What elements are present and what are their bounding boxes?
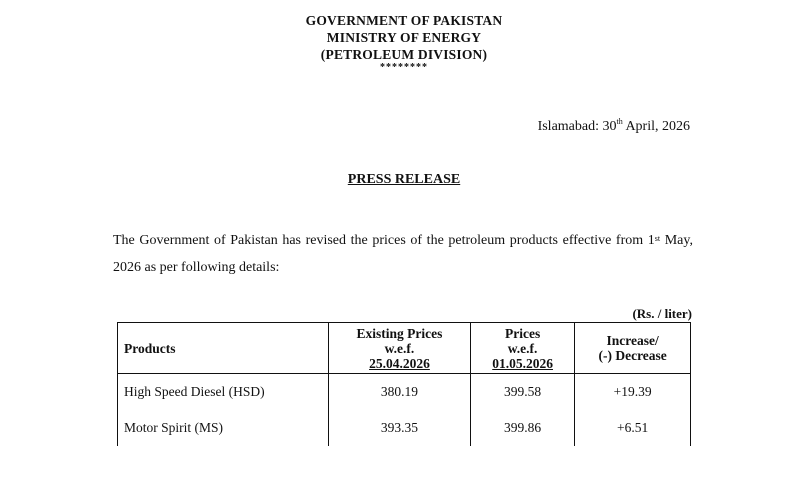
row-change: +6.51 xyxy=(575,410,691,446)
table-row xyxy=(118,374,691,411)
header-change-line2: (-) Decrease xyxy=(598,348,667,363)
body-ordinal: st xyxy=(654,234,661,243)
letterhead xyxy=(0,12,800,73)
letterhead-division: (PETROLEUM DIVISION) xyxy=(320,47,488,62)
body-text-main: The Government of Pakistan has revised the prices of the petroleum products effective from 1 xyxy=(113,233,655,248)
row-existing-price: 393.35 xyxy=(329,410,471,446)
header-products: Products xyxy=(118,323,329,374)
row-product: Motor Spirit (MS) xyxy=(118,410,329,446)
header-new-prices xyxy=(470,323,574,374)
row-new-price: 399.86 xyxy=(470,410,574,446)
table-header-row xyxy=(118,323,691,374)
unit-label: (Rs. / liter) xyxy=(632,306,692,321)
header-new-line2: w.e.f. xyxy=(507,340,538,356)
header-existing-prices xyxy=(329,323,471,374)
header-existing-line1: Existing Prices xyxy=(356,325,443,341)
dateline-ordinal: th xyxy=(616,117,623,126)
letterhead-stars: ******** xyxy=(380,62,428,73)
header-change xyxy=(575,323,691,374)
row-existing-price: 380.19 xyxy=(329,374,471,411)
price-table xyxy=(117,322,691,446)
header-change-line1: Increase/ xyxy=(606,333,659,348)
header-existing-date: 25.04.2026 xyxy=(369,355,430,371)
header-existing-line2: w.e.f. xyxy=(384,340,415,356)
dateline-rest: April, 2026 xyxy=(622,119,690,134)
page-title: PRESS RELEASE xyxy=(347,172,461,187)
header-new-date: 01.05.2026 xyxy=(492,355,553,371)
body-paragraph xyxy=(113,227,693,281)
dateline-prefix: Islamabad: 30 xyxy=(537,119,617,134)
letterhead-ministry: MINISTRY OF ENERGY xyxy=(326,30,482,45)
body-text-end: May, 2026 as per following details: xyxy=(113,233,693,275)
dateline xyxy=(538,119,690,135)
row-product: High Speed Diesel (HSD) xyxy=(118,374,329,411)
table-row xyxy=(118,410,691,446)
row-new-price: 399.58 xyxy=(470,374,574,411)
header-new-line1: Prices xyxy=(504,325,541,341)
letterhead-government: GOVERNMENT OF PAKISTAN xyxy=(305,13,503,28)
row-change: +19.39 xyxy=(575,374,691,411)
